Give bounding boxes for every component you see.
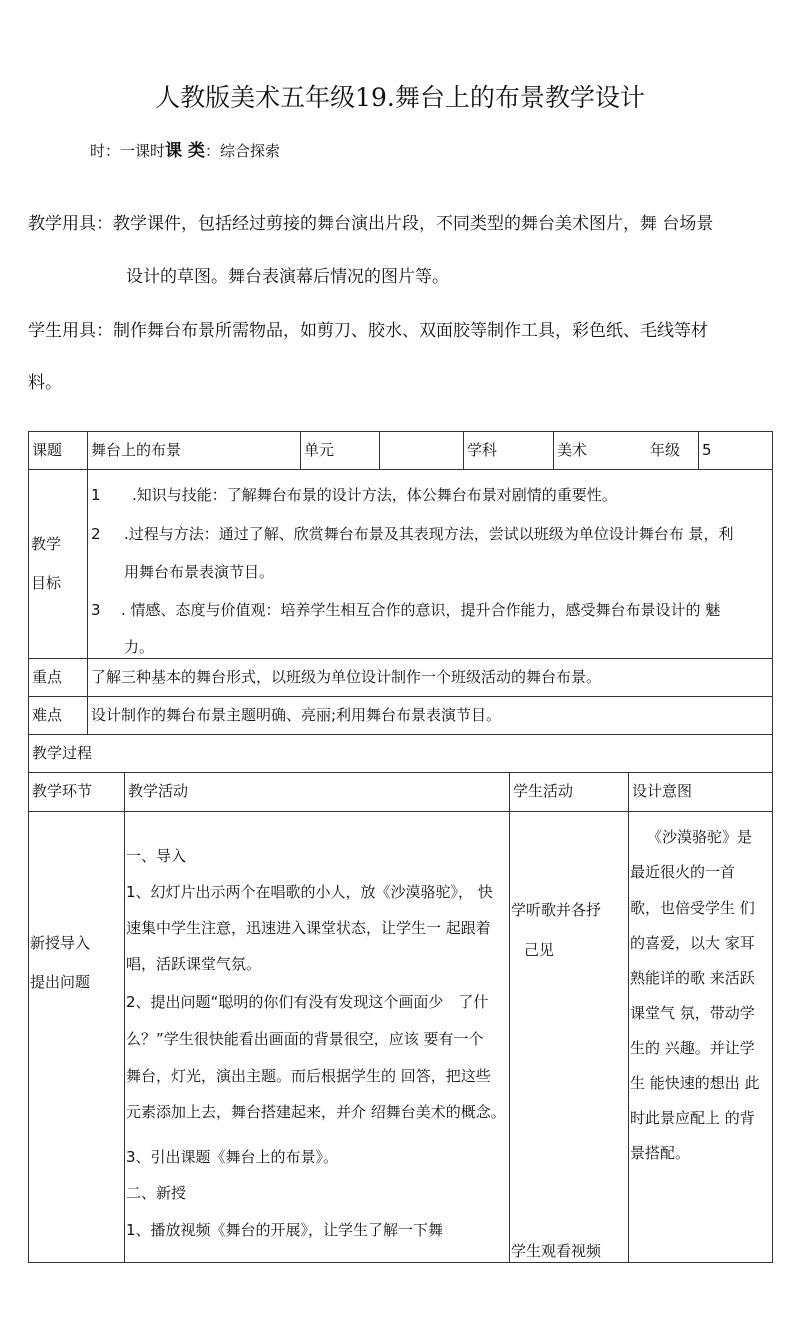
teacher-tools-line2: 设计的草图。舞台表演幕后情况的图片等。 [126, 267, 449, 287]
activity-line: 唱，活跃课堂气氛。 [126, 955, 262, 973]
goals-label-line2: 目标 [31, 574, 62, 592]
key-label-cell [28, 658, 88, 697]
subject-label-cell [463, 431, 554, 470]
subject-value-cell [553, 431, 699, 470]
activity-line: 2、提出问题“聪明的你们有没有发现这个画面少 了什 [126, 993, 489, 1011]
intent-header-cell [628, 772, 773, 812]
intent-line: 最近很火的一首 [630, 863, 736, 881]
goal-1-text: .知识与技能：了解舞台布景的设计方法，体公舞台布景对剧情的重要性。 [132, 486, 617, 504]
student-line2: 己见 [524, 941, 555, 959]
activity-line: 速集中学生注意，迅速进入课堂状态，让学生一 起跟着 [126, 919, 491, 937]
subject-label: 学科 [467, 440, 498, 459]
stage-line1: 新授导入 [30, 934, 91, 952]
student-tools-line2: 料。 [28, 373, 62, 393]
goal-3-number: 3 [91, 601, 101, 619]
unit-value-cell [379, 431, 464, 470]
intent-cell [628, 811, 773, 1263]
goals-content-cell [87, 469, 773, 659]
difficulty-value-cell [87, 696, 773, 735]
key-label: 重点 [32, 667, 63, 686]
stage-cell [28, 811, 125, 1263]
intent-line: 时此景应配上 的背 [630, 1109, 755, 1127]
activity-line: 3、引出课题《舞台上的布景》。 [126, 1148, 339, 1166]
grade-value-cell [698, 431, 773, 470]
goal-3-text: . 情感、态度与价值观：培养学生相互合作的意识，提升合作能力，感受舞台布景设计的 魅 [121, 601, 721, 619]
activity-header: 教学活动 [128, 782, 189, 801]
goal-1-number: 1 [91, 486, 101, 504]
intent-line: 的喜爱，以大 家耳 [630, 934, 755, 952]
grade-value: 5 [702, 440, 712, 459]
activity-line: 么？”学生很快能看出画面的背景很空，应该 要有一个 [126, 1030, 484, 1048]
key-value-cell [87, 658, 773, 697]
activity-header-cell [124, 772, 510, 812]
goal-2-text: .过程与方法：通过了解、欣赏舞台布景及其表现方法，尝试以班级为单位设计舞台布 景，利 [124, 525, 734, 543]
goals-label-line1: 教学 [31, 535, 62, 553]
intent-line: 景搭配。 [630, 1144, 691, 1162]
student-line3: 学生观看视频 [511, 1242, 602, 1260]
subject-value: 美术 [557, 440, 588, 459]
unit-label: 单元 [304, 440, 335, 459]
stage-header: 教学环节 [32, 782, 93, 801]
lesson-time: 时：一课时 [90, 142, 166, 160]
activity-line: 二、新授 [126, 1184, 187, 1202]
intent-line: 生的 兴趣。并让学 [630, 1039, 755, 1057]
intent-line: 课堂气 氛，带动学 [630, 1004, 755, 1022]
goal-2-text-cont: 用舞台布景表演节目。 [124, 563, 275, 581]
intent-line: 《沙漠骆驼》是 [647, 828, 753, 846]
difficulty-label: 难点 [32, 705, 63, 724]
activity-line: 一、导入 [126, 847, 187, 865]
intent-header: 设计意图 [632, 782, 693, 801]
intent-line: 熟能详的歌 来活跃 [630, 969, 755, 987]
lesson-meta [90, 136, 280, 161]
goals-label-cell [28, 469, 88, 659]
difficulty-label-cell [28, 696, 88, 735]
key-value: 了解三种基本的舞台形式，以班级为单位设计制作一个班级活动的舞台布景。 [91, 667, 602, 686]
process-label: 教学过程 [32, 743, 93, 762]
intent-line: 生 能快速的想出 此 [630, 1074, 760, 1092]
student-header-cell [509, 772, 629, 812]
activity-line: 1、播放视频《舞台的开展》，让学生了解一下舞 [126, 1221, 444, 1239]
activity-line: 元素添加上去，舞台搭建起来，并介 绍舞台美术的概念。 [126, 1103, 506, 1121]
difficulty-value: 设计制作的舞台布景主题明确、亮丽;利用舞台布景表演节目。 [91, 705, 502, 724]
unit-label-cell [300, 431, 380, 470]
intent-line: 歌，也倍受学生 们 [630, 899, 755, 917]
student-header: 学生活动 [513, 782, 574, 801]
topic-value-cell [87, 431, 301, 470]
document-title: 人教版美术五年级19.舞台上的布景教学设计 [155, 83, 645, 112]
process-cell [28, 734, 773, 773]
teacher-tools-line1: 教学用具：教学课件，包括经过剪接的舞台演出片段，不同类型的舞台美术图片，舞 台场景 [28, 214, 714, 234]
goal-2-number: 2 [91, 525, 101, 543]
lesson-type-value: ：综合探索 [204, 142, 280, 160]
topic-label-cell [28, 431, 88, 470]
topic-label: 课题 [32, 440, 63, 459]
lesson-type-label: 课 类 [165, 141, 205, 161]
student-line1: 学听歌并各抒 [511, 901, 602, 919]
goal-3-text-cont: 力。 [124, 638, 155, 656]
grade-label: 年级 [650, 440, 681, 459]
stage-line2: 提出问题 [30, 973, 91, 991]
student-cell [509, 811, 629, 1263]
topic-value: 舞台上的布景 [91, 440, 182, 459]
activity-line: 舞台，灯光，演出主题。而后根据学生的 回答，把这些 [126, 1067, 491, 1085]
activity-line: 1、幻灯片出示两个在唱歌的小人，放《沙漠骆驼》， 快 [126, 883, 493, 901]
student-tools-line1: 学生用具：制作舞台布景所需物品，如剪刀、胶水、双面胶等制作工具，彩色纸、毛线等材 [28, 321, 708, 341]
stage-header-cell [28, 772, 125, 812]
activity-cell [124, 811, 510, 1263]
